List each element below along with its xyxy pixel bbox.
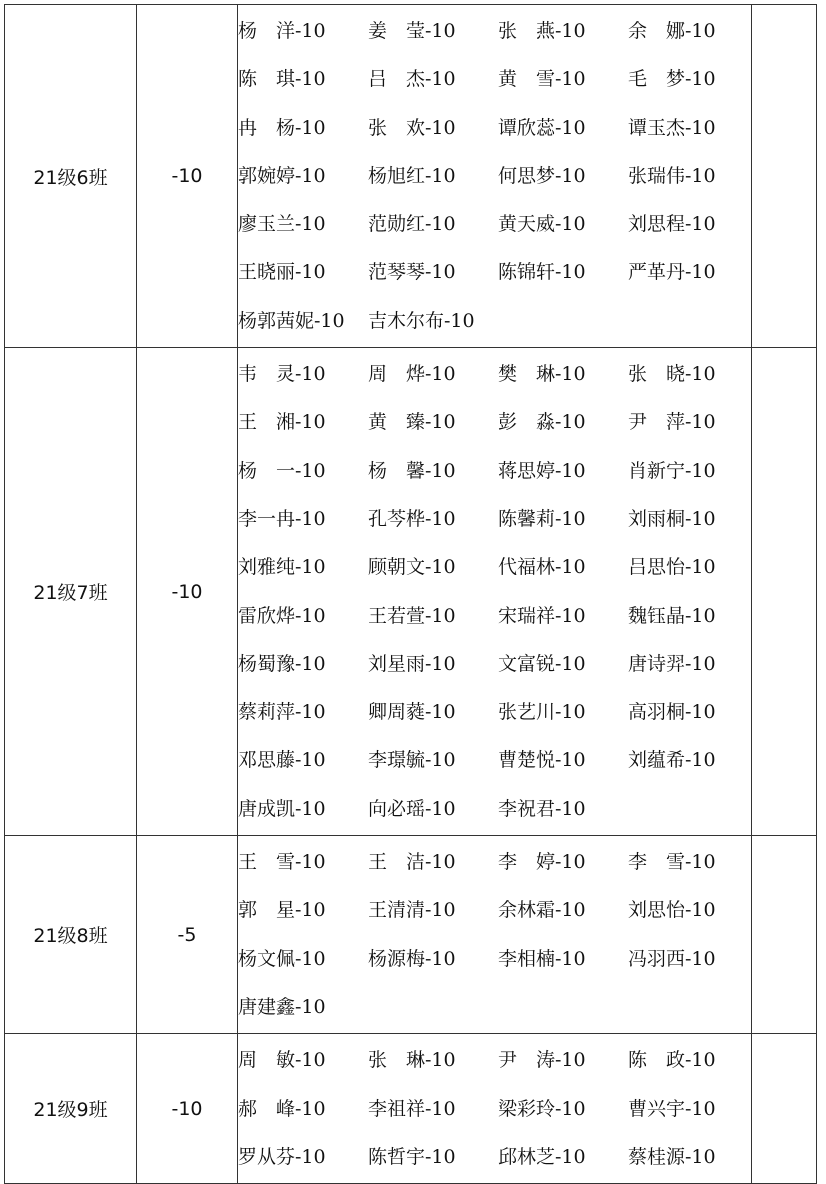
student-entry: 杨源梅-10 [368, 947, 456, 970]
table-row [5, 348, 817, 836]
student-entry: 雷欣烨-10 [238, 604, 326, 627]
student-entry: 陈 琪-10 [238, 68, 326, 91]
student-entry: 杨文佩-10 [238, 947, 326, 970]
student-entry: 郭 星-10 [238, 899, 326, 922]
table-row [5, 836, 817, 1034]
student-entry: 冉 杨-10 [238, 116, 326, 139]
student-entry: 吕 杰-10 [368, 68, 456, 91]
student-entry: 严革丹-10 [628, 261, 716, 284]
student-entry: 文富锐-10 [498, 652, 586, 675]
student-entry: 吉木尔布-10 [368, 309, 475, 332]
student-entry: 梁彩玲-10 [498, 1097, 586, 1120]
student-entry: 吕思怡-10 [628, 556, 716, 579]
class-name-cell: 21级9班 [5, 1034, 137, 1184]
student-entry: 杨 馨-10 [368, 459, 456, 482]
student-entry: 罗从芬-10 [238, 1145, 326, 1168]
score-cell: -10 [137, 348, 238, 836]
student-entry: 代福林-10 [498, 556, 586, 579]
student-entry: 王清清-10 [368, 899, 456, 922]
class-name-cell: 21级8班 [5, 836, 137, 1034]
student-entry: 李 婷-10 [498, 851, 586, 874]
table-row [5, 1034, 817, 1184]
student-entry: 刘思怡-10 [628, 899, 716, 922]
student-entry: 高羽桐-10 [628, 701, 716, 724]
names-list [238, 348, 751, 835]
empty-cell [752, 348, 817, 836]
student-entry: 宋瑞祥-10 [498, 604, 586, 627]
names-list [238, 5, 751, 347]
score-cell: -10 [137, 1034, 238, 1184]
student-entry: 杨 一-10 [238, 459, 326, 482]
student-entry: 余林霜-10 [498, 899, 586, 922]
names-cell [238, 1034, 752, 1184]
student-entry: 唐建鑫-10 [238, 995, 326, 1018]
student-entry: 刘思程-10 [628, 213, 716, 236]
student-entry: 郭婉婷-10 [238, 164, 326, 187]
student-entry: 刘雅纯-10 [238, 556, 326, 579]
student-entry: 邱林芝-10 [498, 1145, 586, 1168]
names-cell [238, 5, 752, 348]
student-entry: 刘雨桐-10 [628, 507, 716, 530]
names-cell [238, 348, 752, 836]
student-entry: 冯羽西-10 [628, 947, 716, 970]
student-entry: 张 琳-10 [368, 1049, 456, 1072]
student-entry: 余 娜-10 [628, 20, 716, 42]
student-entry: 陈 政-10 [628, 1049, 716, 1072]
student-entry: 尹 涛-10 [498, 1049, 586, 1072]
student-entry: 王 湘-10 [238, 411, 326, 434]
student-entry: 彭 淼-10 [498, 411, 586, 434]
student-entry: 张 燕-10 [498, 20, 586, 42]
student-entry: 张 欢-10 [368, 116, 456, 139]
student-entry: 范勋红-10 [368, 213, 456, 236]
student-entry: 韦 灵-10 [238, 363, 326, 386]
student-entry: 肖新宁-10 [628, 459, 716, 482]
student-entry: 谭欣蕊-10 [498, 116, 586, 139]
student-entry: 张艺川-10 [498, 701, 586, 724]
student-entry: 张瑞伟-10 [628, 164, 716, 187]
student-entry: 王晓丽-10 [238, 261, 326, 284]
names-list [238, 836, 751, 1033]
student-entry: 李 雪-10 [628, 851, 716, 874]
student-entry: 陈锦轩-10 [498, 261, 586, 284]
student-entry: 周 烨-10 [368, 363, 456, 386]
student-entry: 曹兴宇-10 [628, 1097, 716, 1120]
student-entry: 王若萱-10 [368, 604, 456, 627]
student-entry: 蒋思婷-10 [498, 459, 586, 482]
class-name-cell: 21级6班 [5, 5, 137, 348]
student-entry: 向必瑶-10 [368, 797, 456, 820]
student-entry: 张 晓-10 [628, 363, 716, 386]
student-entry: 蔡莉萍-10 [238, 701, 326, 724]
student-entry: 蔡桂源-10 [628, 1145, 716, 1168]
score-cell: -10 [137, 5, 238, 348]
class-name-cell: 21级7班 [5, 348, 137, 836]
score-cell: -5 [137, 836, 238, 1034]
empty-cell [752, 1034, 817, 1184]
student-entry: 魏钰晶-10 [628, 604, 716, 627]
student-entry: 王 雪-10 [238, 851, 326, 874]
student-entry: 杨郭茜妮-10 [238, 309, 345, 332]
student-entry: 姜 莹-10 [368, 20, 456, 42]
roster-table [4, 4, 817, 1184]
student-entry: 李一冉-10 [238, 507, 326, 530]
student-entry: 杨蜀豫-10 [238, 652, 326, 675]
student-entry: 邓思藤-10 [238, 749, 326, 772]
student-entry: 何思梦-10 [498, 164, 586, 187]
student-entry: 顾朝文-10 [368, 556, 456, 579]
student-entry: 范琴琴-10 [368, 261, 456, 284]
empty-cell [752, 5, 817, 348]
student-entry: 唐诗羿-10 [628, 652, 716, 675]
student-entry: 李相楠-10 [498, 947, 586, 970]
student-entry: 王 洁-10 [368, 851, 456, 874]
student-entry: 杨旭红-10 [368, 164, 456, 187]
names-list [238, 1034, 751, 1183]
empty-cell [752, 836, 817, 1034]
table-row [5, 5, 817, 348]
student-entry: 黄 臻-10 [368, 411, 456, 434]
student-entry: 郝 峰-10 [238, 1097, 326, 1120]
student-entry: 廖玉兰-10 [238, 213, 326, 236]
student-entry: 陈哲宇-10 [368, 1145, 456, 1168]
names-cell [238, 836, 752, 1034]
student-entry: 卿周蕤-10 [368, 701, 456, 724]
student-entry: 刘星雨-10 [368, 652, 456, 675]
student-entry: 李璟毓-10 [368, 749, 456, 772]
student-entry: 尹 萍-10 [628, 411, 716, 434]
student-entry: 李祝君-10 [498, 797, 586, 820]
student-entry: 杨 洋-10 [238, 20, 326, 42]
student-entry: 唐成凯-10 [238, 797, 326, 820]
student-entry: 黄 雪-10 [498, 68, 586, 91]
student-entry: 黄天威-10 [498, 213, 586, 236]
student-entry: 谭玉杰-10 [628, 116, 716, 139]
student-entry: 曹楚悦-10 [498, 749, 586, 772]
student-entry: 陈馨莉-10 [498, 507, 586, 530]
student-entry: 周 敏-10 [238, 1049, 326, 1072]
student-entry: 刘蕴希-10 [628, 749, 716, 772]
student-entry: 李祖祥-10 [368, 1097, 456, 1120]
student-entry: 毛 梦-10 [628, 68, 716, 91]
student-entry: 孔芩桦-10 [368, 507, 456, 530]
student-entry: 樊 琳-10 [498, 363, 586, 386]
